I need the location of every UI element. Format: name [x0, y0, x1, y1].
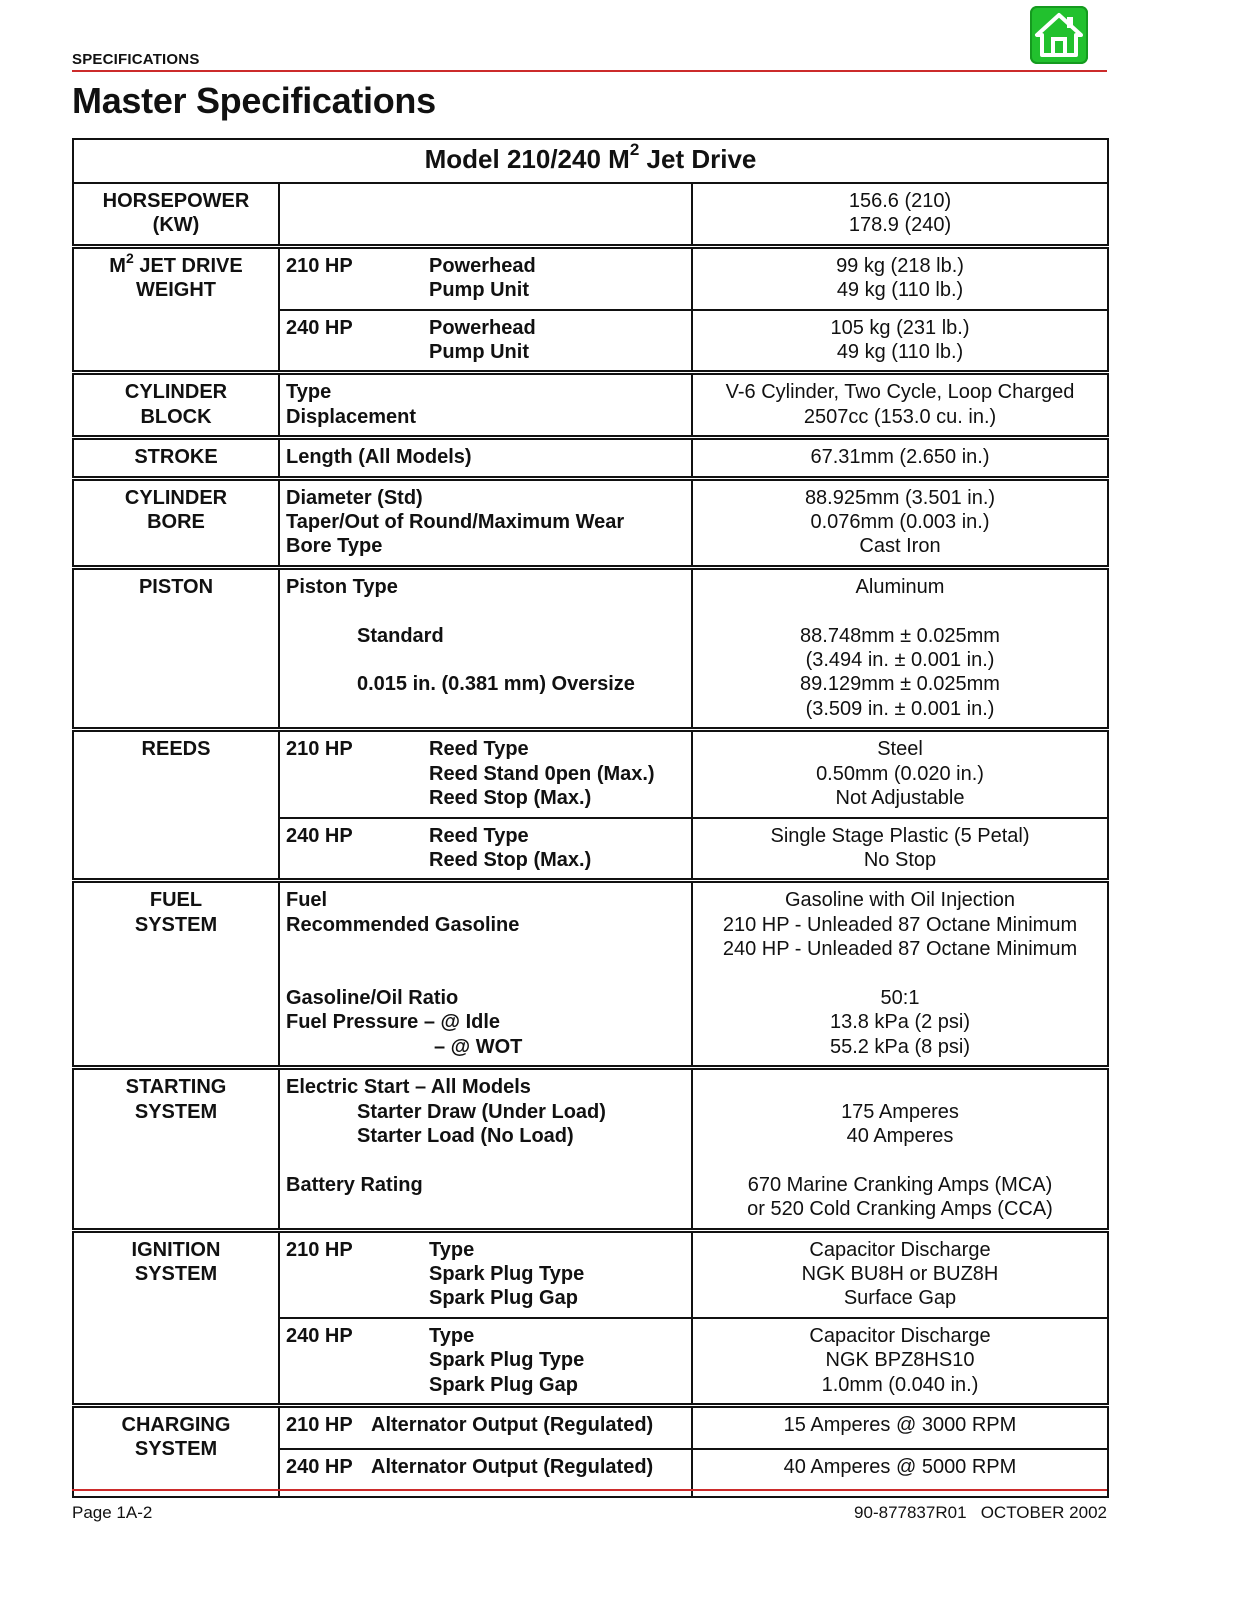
value-line: 50:1	[880, 986, 920, 1009]
desc-line: Battery Rating	[286, 1173, 423, 1196]
table-row	[73, 373, 1108, 438]
group-cylinder-block	[73, 373, 1108, 438]
values-reeds-210	[692, 730, 1108, 818]
desc-line	[286, 340, 685, 364]
document-number: 90-877837R01 OCTOBER 2002	[854, 1503, 1107, 1522]
value-line: Not Adjustable	[835, 787, 965, 810]
hp-label: 210 HP	[286, 1238, 353, 1261]
group-ignition-system	[73, 1230, 1108, 1405]
category-line: BLOCK	[140, 405, 212, 428]
hp-label: 210 HP	[286, 254, 353, 277]
values-horsepower	[692, 183, 1108, 246]
group-fuel-system	[73, 881, 1108, 1068]
category-line: WEIGHT	[136, 279, 216, 302]
category-line: STARTING	[125, 1076, 227, 1099]
desc-line	[286, 1286, 685, 1310]
group-charging-system	[73, 1406, 1108, 1497]
desc-line	[286, 672, 685, 696]
table-row	[73, 246, 1108, 309]
category-line: CHARGING	[121, 1414, 231, 1436]
blank-line	[286, 1148, 685, 1172]
value-line: 49 kg (110 lb.)	[836, 279, 964, 302]
desc-line: Length (All Models)	[286, 446, 472, 469]
value-line: 2507cc (153.0 cu. in.)	[803, 405, 997, 428]
value-line: (3.509 in. ± 0.001 in.)	[805, 697, 995, 720]
values-weight-240	[692, 310, 1108, 373]
group-weight	[73, 246, 1108, 373]
value-line: 13.8 kPa (2 psi)	[829, 1011, 971, 1034]
value-line: 175 Amperes	[841, 1100, 959, 1123]
value-line: 40 Amperes @ 5000 RPM	[783, 1456, 1017, 1479]
group-reeds	[73, 730, 1108, 881]
value-line: Capacitor Discharge	[809, 1238, 991, 1261]
category-cylinder-block	[73, 373, 279, 438]
desc-label: Spark Plug Type	[429, 1262, 585, 1285]
page-number: Page 1A-2	[72, 1503, 153, 1522]
values-fuel-system	[692, 881, 1108, 1068]
desc-weight-240	[279, 310, 692, 373]
values-starting-system	[692, 1068, 1108, 1230]
category-stroke	[73, 438, 279, 478]
desc-line: Recommended Gasoline	[286, 913, 520, 936]
desc-line	[286, 1035, 685, 1059]
desc-label: Reed Stop (Max.)	[429, 787, 592, 810]
desc-label: Reed Type	[429, 738, 529, 761]
desc-cylinder-block	[279, 373, 692, 438]
desc-line	[286, 1238, 685, 1262]
desc-stroke	[279, 438, 692, 478]
value-line: No Stop	[863, 848, 937, 871]
desc-label: Pump Unit	[429, 279, 529, 302]
category-line	[78, 250, 274, 278]
value-line: 210 HP - Unleaded 87 Octane Minimum	[722, 913, 1078, 936]
hp-label: 240 HP	[286, 1456, 353, 1479]
desc-line	[286, 737, 685, 761]
values-reeds-240	[692, 818, 1108, 881]
blank-line	[286, 1197, 685, 1221]
category-line: SYSTEM	[134, 1262, 218, 1285]
desc-line	[286, 278, 685, 302]
desc-label: Powerhead	[429, 316, 536, 339]
category-fuel-system	[73, 881, 279, 1068]
value-line: Steel	[877, 738, 923, 761]
table-row	[73, 438, 1108, 478]
page-title: Master Specifications	[72, 80, 436, 121]
values-ignition-210	[692, 1230, 1108, 1318]
category-line: SYSTEM	[134, 913, 218, 936]
table-row	[73, 1068, 1108, 1230]
blank-line	[286, 962, 685, 986]
values-piston	[692, 567, 1108, 729]
value-line: NGK BU8H or BUZ8H	[801, 1262, 999, 1285]
category-jet-drive: JET DRIVE	[133, 254, 243, 277]
desc-line	[286, 1100, 685, 1124]
category-line: BORE	[147, 511, 205, 534]
values-stroke	[692, 438, 1108, 478]
category-line: STROKE	[134, 446, 218, 469]
category-line: CYLINDER	[124, 486, 228, 509]
value-line: Gasoline with Oil Injection	[784, 889, 1016, 912]
desc-label: Powerhead	[429, 254, 536, 277]
category-piston	[73, 567, 279, 729]
hp-label: 240 HP	[286, 316, 353, 339]
category-line: PISTON	[138, 575, 214, 598]
desc-line: Fuel Pressure – @ Idle	[286, 1011, 501, 1034]
desc-line	[286, 824, 685, 848]
desc-label: Starter Draw (Under Load)	[357, 1100, 606, 1123]
category-charging-system	[73, 1406, 279, 1497]
table-row	[73, 881, 1108, 1068]
desc-cylinder-bore	[279, 478, 692, 567]
desc-label: Reed Stop (Max.)	[429, 848, 592, 871]
desc-line: Gasoline/Oil Ratio	[286, 986, 459, 1009]
desc-line	[286, 1413, 685, 1437]
desc-line	[286, 762, 685, 786]
value-line: 40 Amperes	[846, 1124, 954, 1147]
desc-line	[286, 1455, 685, 1479]
section-header: SPECIFICATIONS	[72, 51, 200, 68]
desc-label: Reed Type	[429, 824, 529, 847]
category-superscript: 2	[125, 250, 134, 267]
desc-line	[286, 316, 685, 340]
category-m: M	[109, 254, 126, 277]
group-piston	[73, 567, 1108, 729]
value-line: 240 HP - Unleaded 87 Octane Minimum	[722, 938, 1078, 961]
category-line: HORSEPOWER	[102, 190, 250, 212]
value-line: 105 kg (231 lb.)	[830, 316, 970, 339]
blank-line	[286, 697, 685, 721]
value-line: Cast Iron	[859, 535, 941, 558]
master-specifications-table	[72, 138, 1109, 1498]
desc-label: Alternator Output (Regulated)	[371, 1414, 654, 1436]
desc-label: Alternator Output (Regulated)	[371, 1456, 654, 1479]
blank-line	[699, 1075, 1101, 1099]
table-title-group	[73, 139, 1108, 183]
value-line: (3.494 in. ± 0.001 in.)	[805, 649, 995, 672]
blank-line	[286, 937, 685, 961]
desc-line	[286, 1324, 685, 1348]
category-line: (KW)	[152, 214, 200, 237]
value-line: 88.925mm (3.501 in.)	[804, 486, 996, 509]
category-line: CYLINDER	[124, 381, 228, 404]
value-line: 156.6 (210)	[848, 190, 952, 212]
desc-line: Type	[286, 381, 332, 404]
desc-reeds-240	[279, 818, 692, 881]
desc-piston	[279, 567, 692, 729]
value-line: V-6 Cylinder, Two Cycle, Loop Charged	[725, 381, 1075, 404]
table-title-row	[73, 139, 1108, 183]
table-row	[73, 183, 1108, 246]
table-row	[73, 1406, 1108, 1450]
table-row	[73, 478, 1108, 567]
value-line: 0.076mm (0.003 in.)	[810, 511, 990, 534]
value-line: 88.748mm ± 0.025mm	[800, 624, 1000, 647]
table-title-tail: Jet Drive	[639, 144, 757, 174]
values-ignition-240	[692, 1318, 1108, 1406]
group-cylinder-bore	[73, 478, 1108, 567]
desc-fuel-system	[279, 881, 692, 1068]
desc-starting-system	[279, 1068, 692, 1230]
category-ignition-system	[73, 1230, 279, 1405]
value-line: 670 Marine Cranking Amps (MCA)	[747, 1173, 1053, 1196]
home-icon	[1034, 10, 1084, 60]
desc-label: Starter Load (No Load)	[357, 1124, 574, 1147]
category-reeds	[73, 730, 279, 881]
desc-label: 0.015 in. (0.381 mm) Oversize	[357, 673, 635, 696]
table-row	[73, 1230, 1108, 1318]
category-line: SYSTEM	[134, 1438, 218, 1461]
desc-line: Piston Type	[286, 575, 398, 598]
table-row	[73, 730, 1108, 818]
value-line: Capacitor Discharge	[809, 1324, 991, 1347]
header-rule	[72, 70, 1107, 72]
value-line: 89.129mm ± 0.025mm	[800, 673, 1000, 696]
hp-label: 240 HP	[286, 824, 353, 847]
blank-line	[286, 599, 685, 623]
table-title-main: Model 210/240 M	[424, 144, 630, 174]
hp-label: 210 HP	[286, 1414, 353, 1436]
desc-line: Displacement	[286, 405, 417, 428]
table-row	[73, 567, 1108, 729]
desc-line	[286, 254, 685, 278]
desc-ignition-240	[279, 1318, 692, 1406]
values-weight-210	[692, 246, 1108, 309]
desc-ignition-210	[279, 1230, 692, 1318]
blank-line	[286, 648, 685, 672]
desc-charging-210	[279, 1406, 692, 1450]
value-line: Surface Gap	[843, 1287, 957, 1310]
blank-line	[699, 599, 1101, 623]
value-line: NGK BPZ8HS10	[825, 1349, 975, 1372]
desc-label: Pump Unit	[429, 341, 529, 364]
desc-reeds-210	[279, 730, 692, 818]
value-line: or 520 Cold Cranking Amps (CCA)	[747, 1198, 1053, 1221]
desc-weight-210	[279, 246, 692, 309]
value-line: 178.9 (240)	[848, 214, 952, 237]
values-cylinder-bore	[692, 478, 1108, 567]
desc-line	[286, 624, 685, 648]
category-weight	[73, 246, 279, 373]
desc-line: Taper/Out of Round/Maximum Wear	[286, 511, 625, 534]
value-line: 49 kg (110 lb.)	[836, 341, 964, 364]
desc-line	[286, 1124, 685, 1148]
category-cylinder-bore	[73, 478, 279, 567]
blank-line	[699, 1148, 1101, 1172]
desc-line	[286, 1262, 685, 1286]
hp-label: 210 HP	[286, 738, 353, 761]
category-line: REEDS	[141, 738, 211, 761]
desc-line: Diameter (Std)	[286, 486, 423, 509]
desc-line: Fuel	[286, 889, 328, 912]
table-title	[73, 139, 1108, 183]
table-title-superscript: 2	[629, 140, 640, 160]
value-line: 1.0mm (0.040 in.)	[821, 1373, 979, 1396]
category-line: IGNITION	[131, 1238, 221, 1261]
group-horsepower	[73, 183, 1108, 246]
desc-line	[286, 786, 685, 810]
category-line: SYSTEM	[134, 1100, 218, 1123]
desc-label: Reed Stand 0pen (Max.)	[429, 762, 655, 785]
desc-line	[286, 1373, 685, 1397]
desc-line	[286, 848, 685, 872]
desc-label: Type	[429, 1324, 475, 1347]
desc-label: – @ WOT	[434, 1035, 523, 1058]
group-stroke	[73, 438, 1108, 478]
category-line: FUEL	[149, 889, 203, 912]
values-charging-210	[692, 1406, 1108, 1450]
desc-label: Spark Plug Type	[429, 1349, 585, 1372]
category-horsepower	[73, 183, 279, 246]
hp-label: 240 HP	[286, 1324, 353, 1347]
value-line: 99 kg (218 lb.)	[836, 254, 964, 277]
value-line: 55.2 kPa (8 psi)	[829, 1035, 971, 1058]
value-line: Aluminum	[855, 575, 945, 598]
desc-label: Standard	[357, 624, 444, 647]
value-line: 15 Amperes @ 3000 RPM	[783, 1414, 1017, 1436]
desc-label: Type	[429, 1238, 475, 1261]
footer-rule	[72, 1489, 1107, 1491]
desc-line: Electric Start – All Models	[286, 1076, 531, 1099]
desc-line: Bore Type	[286, 535, 383, 558]
value-line: Single Stage Plastic (5 Petal)	[770, 824, 1030, 847]
value-line: 0.50mm (0.020 in.)	[816, 762, 984, 785]
blank-line	[699, 962, 1101, 986]
desc-horsepower	[279, 183, 692, 246]
desc-label: Spark Plug Gap	[429, 1373, 578, 1396]
category-starting-system	[73, 1068, 279, 1230]
values-cylinder-block	[692, 373, 1108, 438]
group-starting-system	[73, 1068, 1108, 1230]
desc-line	[286, 1348, 685, 1372]
desc-label: Spark Plug Gap	[429, 1287, 578, 1310]
value-line: 67.31mm (2.650 in.)	[810, 446, 990, 469]
home-button[interactable]	[1030, 6, 1088, 64]
